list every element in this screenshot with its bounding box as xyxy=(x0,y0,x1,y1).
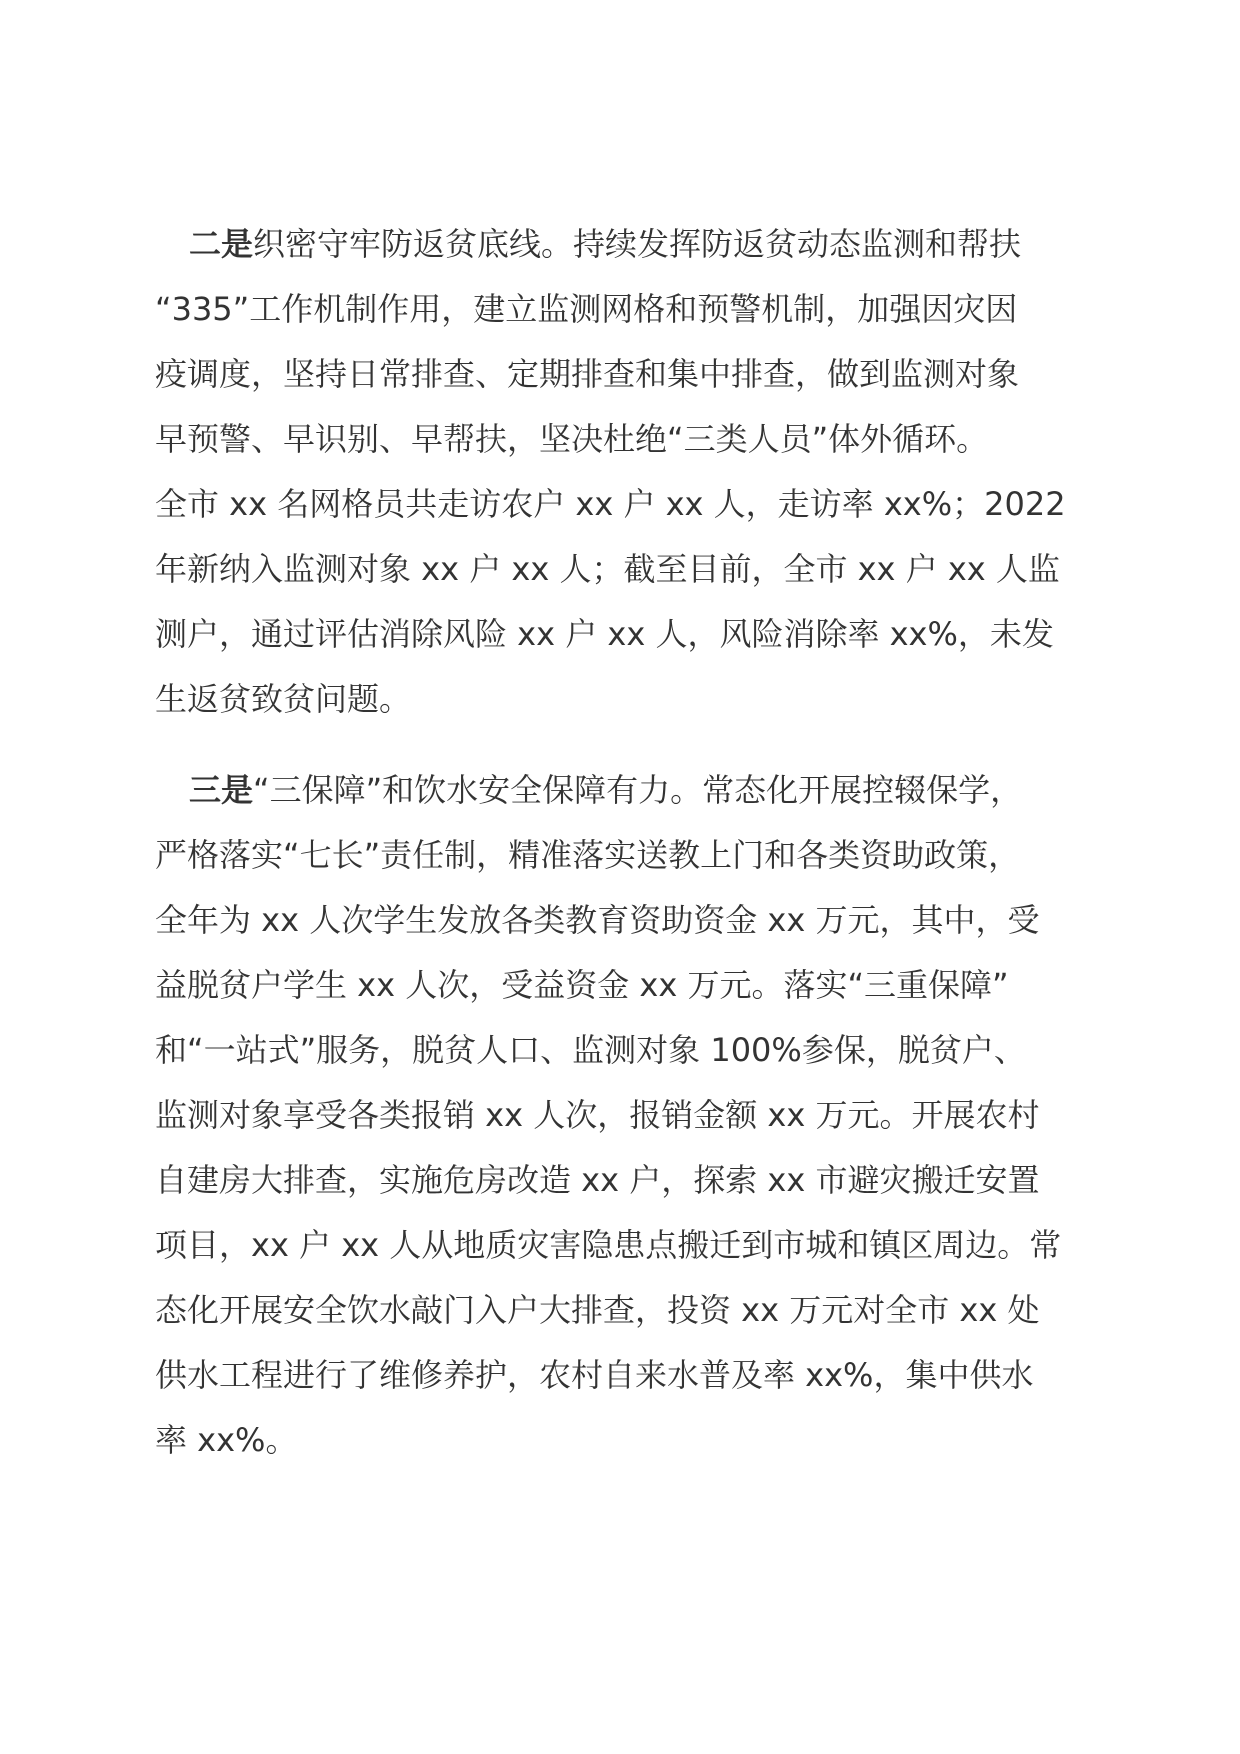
paragraph-line: 态化开展安全饮水敲门入户大排查，投资 xx 万元对全市 xx 处 xyxy=(155,1291,1040,1329)
paragraph-line: 测户，通过评估消除风险 xx 户 xx 人，风险消除率 xx%，未发 xyxy=(155,615,1054,653)
paragraph-three-guarantees xyxy=(155,758,1095,1473)
paragraph-line: 益脱贫户学生 xx 人次，受益资金 xx 万元。落实“三重保障” xyxy=(155,966,1009,1004)
paragraph-line-text: “三保障”和饮水安全保障有力。常态化开展控辍保学， xyxy=(253,771,1023,809)
paragraph-line: 自建房大排查，实施危房改造 xx 户，探索 xx 市避灾搬迁安置 xyxy=(155,1161,1040,1199)
paragraph-line: 年新纳入监测对象 xx 户 xx 人；截至目前，全市 xx 户 xx 人监 xyxy=(155,550,1060,588)
paragraph-line: 率 xx%。 xyxy=(155,1421,298,1459)
paragraph-line: 疫调度，坚持日常排查、定期排查和集中排查，做到监测对象 xyxy=(155,355,1020,393)
paragraph-line: 生返贫致贫问题。 xyxy=(155,680,412,718)
paragraph-poverty-monitoring xyxy=(155,212,1095,732)
paragraph-line: 供水工程进行了维修养护，农村自来水普及率 xx%，集中供水 xyxy=(155,1356,1034,1394)
paragraph-line: 全年为 xx 人次学生发放各类教育资助资金 xx 万元，其中，受 xyxy=(155,901,1040,939)
paragraph-lead-heading: 二是 xyxy=(189,225,254,263)
paragraph-lead-heading: 三是 xyxy=(189,771,254,809)
paragraph-first-line xyxy=(155,212,1095,277)
paragraph-line: 监测对象享受各类报销 xx 人次，报销金额 xx 万元。开展农村 xyxy=(155,1096,1040,1134)
paragraph-line: “335”工作机制作用，建立监测网格和预警机制，加强因灾因 xyxy=(155,290,1018,328)
paragraph-line: 严格落实“七长”责任制，精准落实送教上门和各类资助政策， xyxy=(155,836,1021,874)
paragraph-line: 和“一站式”服务，脱贫人口、监测对象 100%参保，脱贫户、 xyxy=(155,1031,1026,1069)
paragraph-line: 项目，xx 户 xx 人从地质灾害隐患点搬迁到市城和镇区周边。常 xyxy=(155,1226,1062,1264)
paragraph-first-line xyxy=(155,758,1095,823)
paragraph-line-text: 织密守牢防返贫底线。持续发挥防返贫动态监测和帮扶 xyxy=(253,225,1022,263)
paragraph-line: 早预警、早识别、早帮扶，坚决杜绝“三类人员”体外循环。 xyxy=(155,420,989,458)
paragraph-line: 全市 xx 名网格员共走访农户 xx 户 xx 人，走访率 xx%；2022 xyxy=(155,485,1066,523)
